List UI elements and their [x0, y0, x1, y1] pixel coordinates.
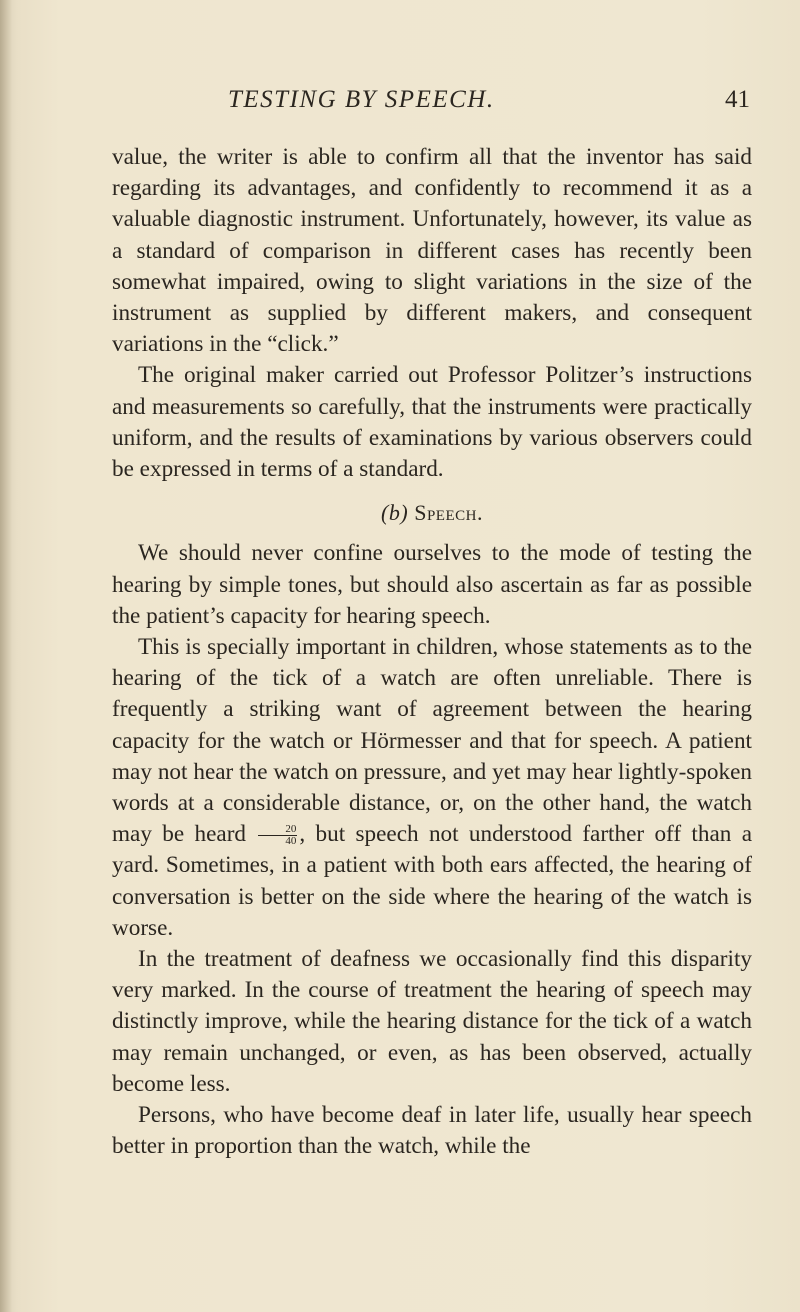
paragraph-4-text-b: , but speech not understood farther off than a yard. Sometimes, in a patient with both ears affected, the hearing of conversation is better on the side where the hearing of the watch is worse. [112, 821, 752, 941]
section-title: Speech. [414, 500, 483, 526]
paragraph-3: We should never confine ourselves to the mode of testing the hearing by simple tones, but should also ascertain as far as possible the patient’s capacity for hearing speech. [112, 540, 752, 629]
section-heading [112, 497, 752, 528]
paragraph-5: In the treatment of deafness we occasionally find this disparity very marked. In the course of treatment the hearing of speech may distinctly improve, while the hearing distance for the tick of a watch may remain unchanged, or even, as has been observed, actually become less. [112, 946, 752, 1097]
paragraph-4 [112, 632, 752, 944]
page-number: 41 [725, 86, 750, 113]
fraction-twenty-fortieths [258, 824, 297, 847]
fraction-denominator: 40 [285, 835, 297, 848]
fraction-numerator: 20 [258, 824, 297, 836]
paragraph-1: value, the writer is able to confirm all that the inventor has said regarding its advantages, and confidently to recommend it as a valuable diagnostic instrument. Unfortunately, however, its value as a standard of comparison in different cases has recently been somewhat impaired, owing to slight variations in the size of the instrument as supplied by different makers, and consequent variations in the “click.” [112, 144, 752, 358]
page-header [120, 86, 750, 122]
paragraph-2: The original maker carried out Professor Politzer’s instructions and measurements so carefully, that the instruments were practically uniform, and the results of examinations by various observers could be expressed in terms of a standard. [112, 362, 752, 483]
paragraph-4-text-a: This is specially important in children, whose statements as to the hearing of the tick of a watch are often unreliable. There is frequently a striking want of agreement between the hearing capacity for the watch or Hörmesser and that for speech. A patient may not hear the watch on pressure, and yet may hear lightly-spoken words at a considerable distance, or, on the other hand, the watch may be heard [112, 634, 752, 848]
paragraph-6: Persons, who have become deaf in later life, usually hear speech better in proportion than the watch, while the [112, 1102, 752, 1160]
section-letter: (b) [381, 500, 409, 526]
running-head: TESTING BY SPEECH. [228, 86, 495, 113]
page-spine-shadow [0, 0, 12, 1312]
body-text [112, 142, 752, 1163]
